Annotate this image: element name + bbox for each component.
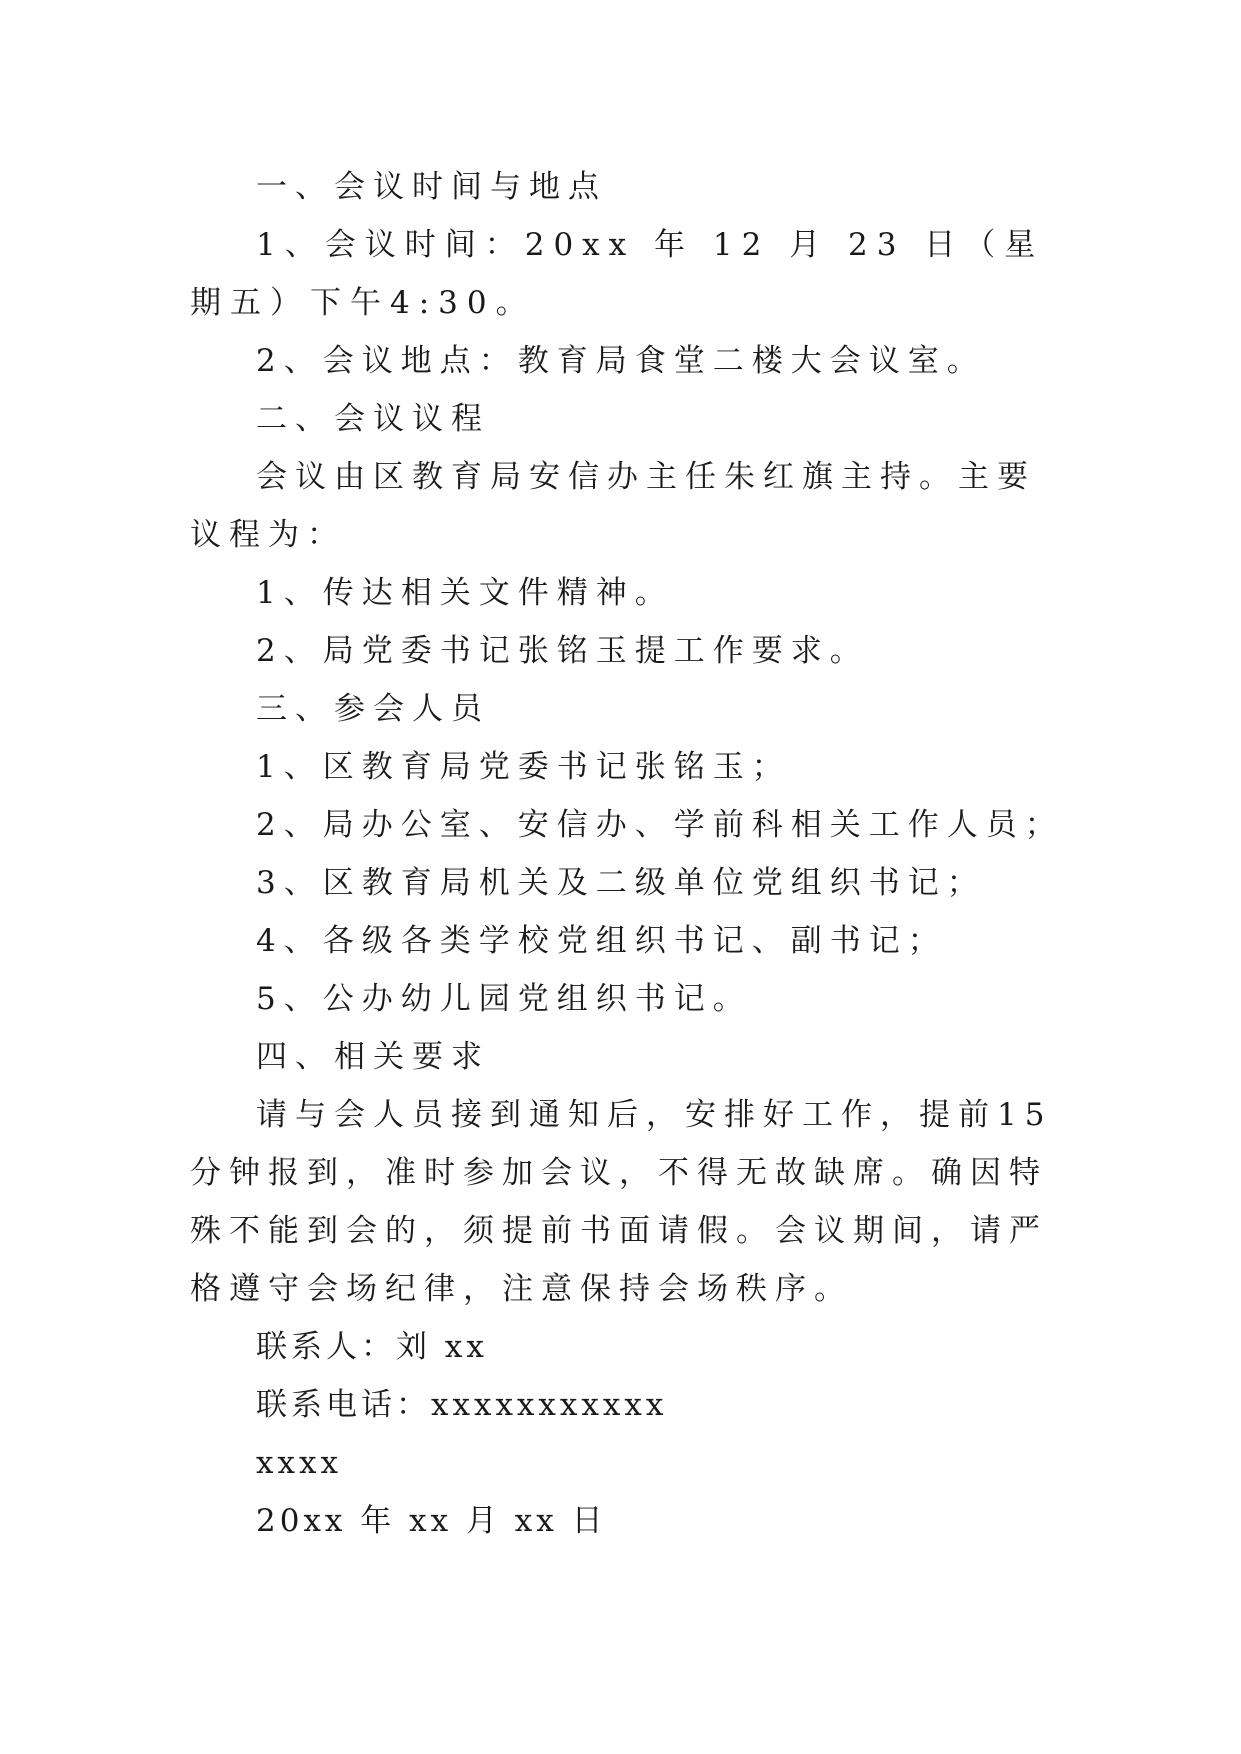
document-body: [190, 158, 1070, 1550]
attendee-item-1: 1、区教育局党委书记张铭玉；: [256, 749, 791, 785]
section-heading-time-location: 一、会议时间与地点: [256, 169, 607, 205]
attendee-item-2: 2、局办公室、安信办、学前科相关工作人员；: [256, 807, 1064, 843]
meeting-time: 1、会议时间：20xx 年 12 月 23 日（星期五）下午4:30。: [190, 227, 1045, 321]
attendee-item-3: 3、区教育局机关及二级单位党组织书记；: [256, 865, 986, 901]
contact-phone: 联系电话：xxxxxxxxxxx: [256, 1387, 668, 1423]
section-heading-requirements: 四、相关要求: [256, 1039, 490, 1075]
attendee-item-4: 4、各级各类学校党组织书记、副书记；: [256, 923, 947, 959]
issuer-name: xxxx: [256, 1445, 342, 1481]
agenda-item-1: 1、传达相关文件精神。: [256, 575, 674, 611]
agenda-intro: 会议由区教育局安信办主任朱红旗主持。主要议程为：: [190, 459, 1036, 553]
section-heading-agenda: 二、会议议程: [256, 401, 490, 437]
section-heading-attendees: 三、参会人员: [256, 691, 490, 727]
attendee-item-5: 5、公办幼儿园党组织书记。: [256, 981, 752, 1017]
requirements-text: 请与会人员接到通知后，安排好工作，提前15分钟报到，准时参加会议，不得无故缺席。确因特殊不能到会的，须提前书面请假。会议期间，请严格遵守会场纪律，注意保持会场秩序。: [190, 1097, 1053, 1307]
contact-person: 联系人：刘 xx: [256, 1329, 488, 1365]
meeting-location: 2、会议地点：教育局食堂二楼大会议室。: [256, 343, 986, 379]
issue-date: 20xx 年 xx 月 xx 日: [256, 1503, 607, 1539]
agenda-item-2: 2、局党委书记张铭玉提工作要求。: [256, 633, 869, 669]
